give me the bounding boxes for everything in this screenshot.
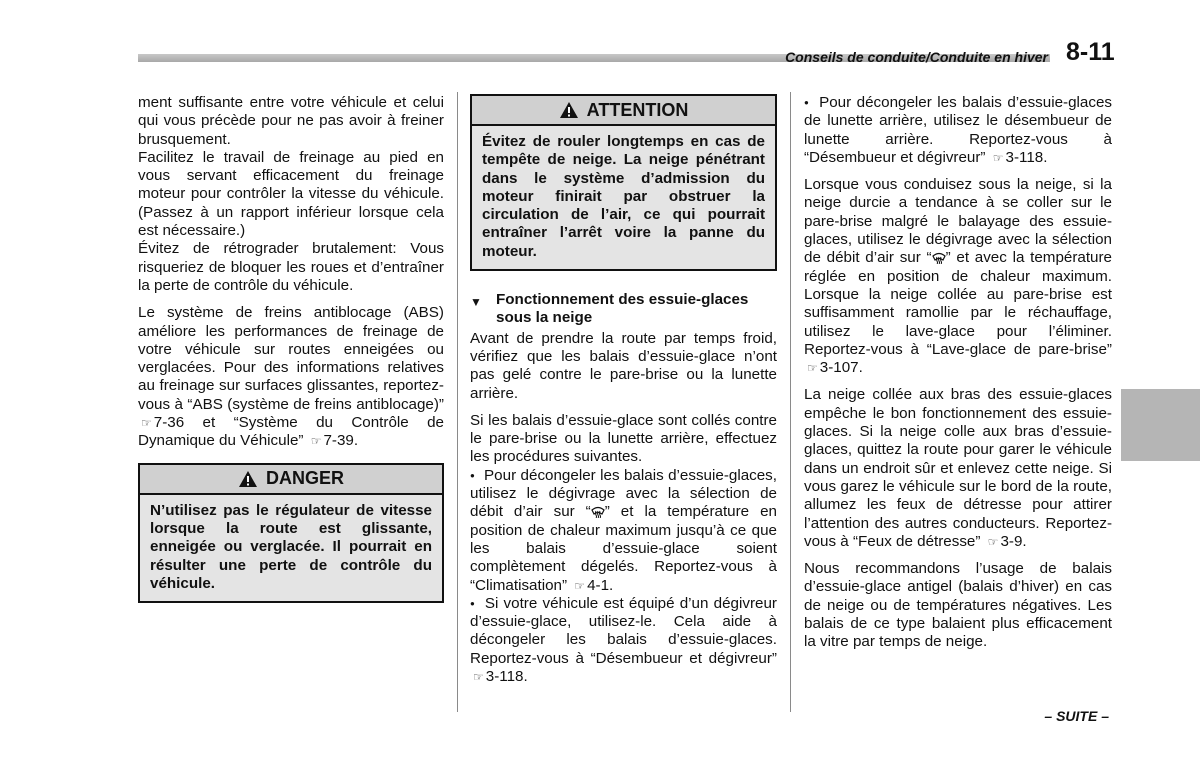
bullet-text-continued: ” et la température en position de chaleur maximum jusqu’à ce que les balais d’essuie-glace soient complètement dégelés. Reportez-vous à “Climatisation” xyxy=(470,503,778,594)
bullet-text: Pour décongeler les balais d’essuie-glaces, utilisez le dégivrage avec la sélection de débit d’air sur “ xyxy=(470,466,777,521)
warning-triangle-icon xyxy=(238,470,258,488)
middle-column xyxy=(470,94,777,686)
bullet-item xyxy=(804,94,1112,167)
reference-hand-icon: ☞ xyxy=(310,434,322,449)
paragraph-abs xyxy=(138,304,444,450)
bullet-item xyxy=(470,595,777,686)
paragraph: Si les balais d’essuie-glace sont collés contre le pare-brise ou la lunette arrière, effectuez les procédures suivantes. xyxy=(470,411,777,466)
windshield-defroster-icon xyxy=(932,251,946,264)
paragraph-text-continued: ” et avec la température réglée en position de chaleur maximum. Lorsque la neige collée au pare-brise est suffisamment ramollie par le réchauffage, utilisez le lave-glace pour l’éliminer. Reportez-vous à “Lave-glace de pare-brise” xyxy=(804,249,1113,358)
chapter-thumb-tab xyxy=(1121,389,1200,461)
reference-hand-icon: ☞ xyxy=(992,150,1004,165)
danger-title: DANGER xyxy=(265,468,344,489)
abs-text-continued: et “Système du Contrôle de Dynamique du Véhicule” xyxy=(138,414,444,450)
paragraph: Nous recommandons l’usage de balais d’essuie-glace antigel (balais d’hiver) en cas de neige ou de températures négatives. Les balais de ce type balaient plus efficacement la vitre par temps de neige. xyxy=(804,560,1112,651)
subheading xyxy=(470,291,777,328)
section-title: Conseils de conduite/Conduite en hiver xyxy=(785,49,1048,65)
page-reference[interactable]: 3-118. xyxy=(485,668,528,686)
attention-text: Évitez de rouler longtemps en cas de tempête de neige. La neige pénétrant dans le système d’admission du moteur finirait par obstruer la circulation de l’air, ce qui pourrait entraîner l’arrêt voire la panne du moteur. xyxy=(482,133,765,260)
bullet-text: Si votre véhicule est équipé d’un dégivreur d’essuie-glace, utilisez-le. Cela aide à décongeler les balais d’essuie-glaces. Reportez-vous à “Désembueur et dégivreur” xyxy=(470,594,777,667)
right-column xyxy=(804,94,1112,652)
continued-label: – SUITE – xyxy=(1044,708,1109,724)
danger-header xyxy=(140,465,442,495)
paragraph: Facilitez le travail de freinage au pied en vous servant efficacement du freinage moteur pour contrôler la vitesse du véhicule. (Passez à un rapport inférieur lorsque cela est nécessaire.) xyxy=(138,148,444,240)
bullet-marker xyxy=(804,94,819,111)
column-divider-2 xyxy=(790,92,791,712)
attention-box xyxy=(470,94,777,271)
windshield-defroster-icon xyxy=(591,505,605,518)
danger-box xyxy=(138,463,444,603)
bullet-text: Pour décongeler les balais d’essuie-glaces de lunette arrière, utilisez le désembueur de lunette arrière. Reportez-vous à “Désembueur et dégivreur” xyxy=(804,94,1112,166)
attention-header xyxy=(472,96,775,126)
page-reference[interactable]: 7-36 xyxy=(153,414,185,432)
bullet-marker xyxy=(470,595,485,612)
subheading-text: Fonctionnement des essuie-glaces sous la neige xyxy=(496,291,749,327)
abs-text: Le système de freins antiblocage (ABS) améliore les performances de freinage de votre véhicule sur routes enneigées ou verglacées. Pour des informations relatives au freinage sur surfaces glissantes, reportez-vous à “ABS (système de freins antiblocage)” xyxy=(138,304,444,413)
paragraph: Avant de prendre la route par temps froid, vérifiez que les balais d’essuie-glace n’ont pas gelé contre le pare-brise ou la lunette arrière. xyxy=(470,329,777,402)
bullet-item xyxy=(470,467,777,595)
paragraph xyxy=(804,176,1112,377)
paragraph-text: Lorsque vous conduisez sous la neige, si la neige durcie a tendance à se coller sur le pare-brise malgré le balayage des essuie-glaces, utilisez le dégivrage avec la sélection de débit d’air sur “ xyxy=(804,176,1112,267)
page-reference[interactable]: 3-9. xyxy=(1000,532,1027,550)
paragraph: Évitez de rétrograder brutalement: Vous risqueriez de bloquer les roues et d’entraîner la perte de contrôle du véhicule. xyxy=(138,240,444,294)
danger-text: N’utilisez pas le régulateur de vitesse lorsque la route est glissante, enneigée ou verglacée. Il pourrait en résulter une perte de contrôle du véhicule. xyxy=(150,501,432,592)
left-column xyxy=(138,94,444,603)
reference-hand-icon: ☞ xyxy=(574,578,586,593)
reference-hand-icon: ☞ xyxy=(807,361,818,376)
paragraph-text: La neige collée aux bras des essuie-glaces empêche le bon fonctionnement des essuie-glaces. Si la neige colle aux bras d’essuie-glaces, quittez la route pour garer le véhicule dans un endroit sûr et enlevez cette neige. Si vous garez le véhicule sur le bord de la route, allumez les feux de détresse pour attirer l’attention des autres conducteurs. Reportez-vous à “Feux de détresse” xyxy=(804,386,1112,550)
warning-triangle-icon xyxy=(559,101,579,119)
reference-hand-icon: ☞ xyxy=(141,416,152,431)
bullet-marker xyxy=(470,467,484,484)
page-reference[interactable]: 3-107. xyxy=(819,359,863,377)
reference-hand-icon: ☞ xyxy=(473,670,484,685)
page-reference[interactable]: 4-1. xyxy=(587,576,614,594)
page-reference[interactable]: 7-39. xyxy=(323,432,359,450)
paragraph xyxy=(804,386,1112,551)
column-divider-1 xyxy=(457,92,458,712)
attention-title: ATTENTION xyxy=(586,99,689,120)
down-triangle-icon: ▼ xyxy=(470,295,482,310)
paragraph: ment suffisante entre votre véhicule et celui qui vous précède pour ne pas avoir à freiner brusquement. xyxy=(138,94,444,148)
page-number: 8-11 xyxy=(1066,38,1115,66)
reference-hand-icon: ☞ xyxy=(987,534,999,549)
page-reference[interactable]: 3-118. xyxy=(1005,148,1048,166)
